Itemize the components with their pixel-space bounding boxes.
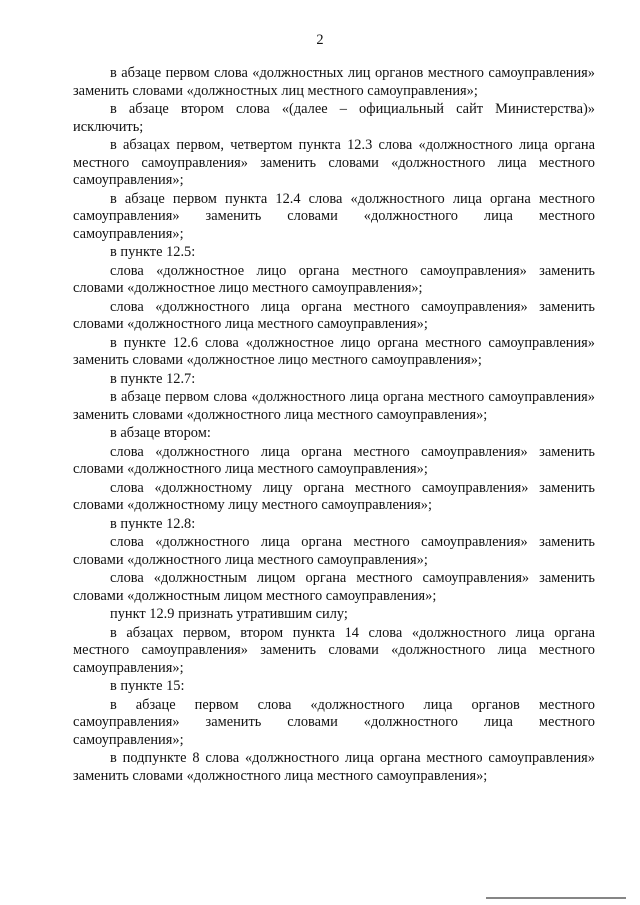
document-body (73, 65, 595, 785)
paragraph: в абзацах первом, втором пункта 14 слова «должностного лица органа местного самоуправления» заменить словами «должностного лица местного самоуправления»; (73, 624, 595, 676)
paragraph: в абзаце первом слова «должностных лиц органов местного самоуправления» заменить словами «должностных лиц местного самоуправления»; (73, 65, 595, 99)
paragraph: слова «должностным лицом органа местного самоуправления» заменить словами «должностным лицом местного самоуправления»; (73, 570, 595, 604)
paragraph: слова «должностному лицу органа местного самоуправления» заменить словами «должностному лицу местного самоуправления»; (73, 479, 595, 513)
paragraph: слова «должностного лица органа местного самоуправления» заменить словами «должностного лица местного самоуправления»; (73, 298, 595, 332)
scan-edge-line (486, 897, 626, 899)
paragraph: слова «должностное лицо органа местного самоуправления» заменить словами «должностное лицо местного самоуправления»; (73, 262, 595, 296)
paragraph: в пункте 12.5: (110, 244, 196, 260)
paragraph: слова «должностного лица органа местного самоуправления» заменить словами «должностного лица местного самоуправления»; (73, 443, 595, 477)
paragraph: в абзацах первом, четвертом пункта 12.3 слова «должностного лица органа местного самоуправления» заменить словами «должностного лица местного самоуправления»; (73, 137, 595, 188)
paragraph: в абзаце втором: (110, 425, 211, 441)
paragraph: в абзаце первом пункта 12.4 слова «должностного лица органа местного самоуправления» заменить словами «должностного лица местного самоуправления»; (73, 190, 595, 242)
paragraph: в подпункте 8 слова «должностного лица органа местного самоуправления» заменить словами «должностного лица местного самоуправления»; (73, 750, 595, 784)
page-number: 2 (316, 32, 324, 48)
paragraph: в пункте 12.8: (110, 515, 196, 532)
paragraph: в абзаце втором слова «(далее – официальный сайт Министерства)» исключить; (73, 101, 595, 135)
paragraph: в абзаце первом слова «должностного лица органа местного самоуправления» заменить словами «должностного лица местного самоуправления»; (73, 389, 595, 423)
paragraph: слова «должностного лица органа местного самоуправления» заменить словами «должностного лица местного самоуправления»; (73, 534, 595, 568)
paragraph: в пункте 12.6 слова «должностное лицо органа местного самоуправления» заменить словами «должностное лицо местного самоуправления»; (73, 334, 595, 368)
paragraph: в пункте 12.7: (110, 370, 196, 387)
paragraph: пункт 12.9 признать утратившим силу; (110, 606, 348, 622)
paragraph: в пункте 15: (110, 678, 185, 694)
paragraph: в абзаце первом слова «должностного лица органов местного самоуправления» заменить словами «должностного лица местного самоуправления»; (73, 696, 595, 748)
